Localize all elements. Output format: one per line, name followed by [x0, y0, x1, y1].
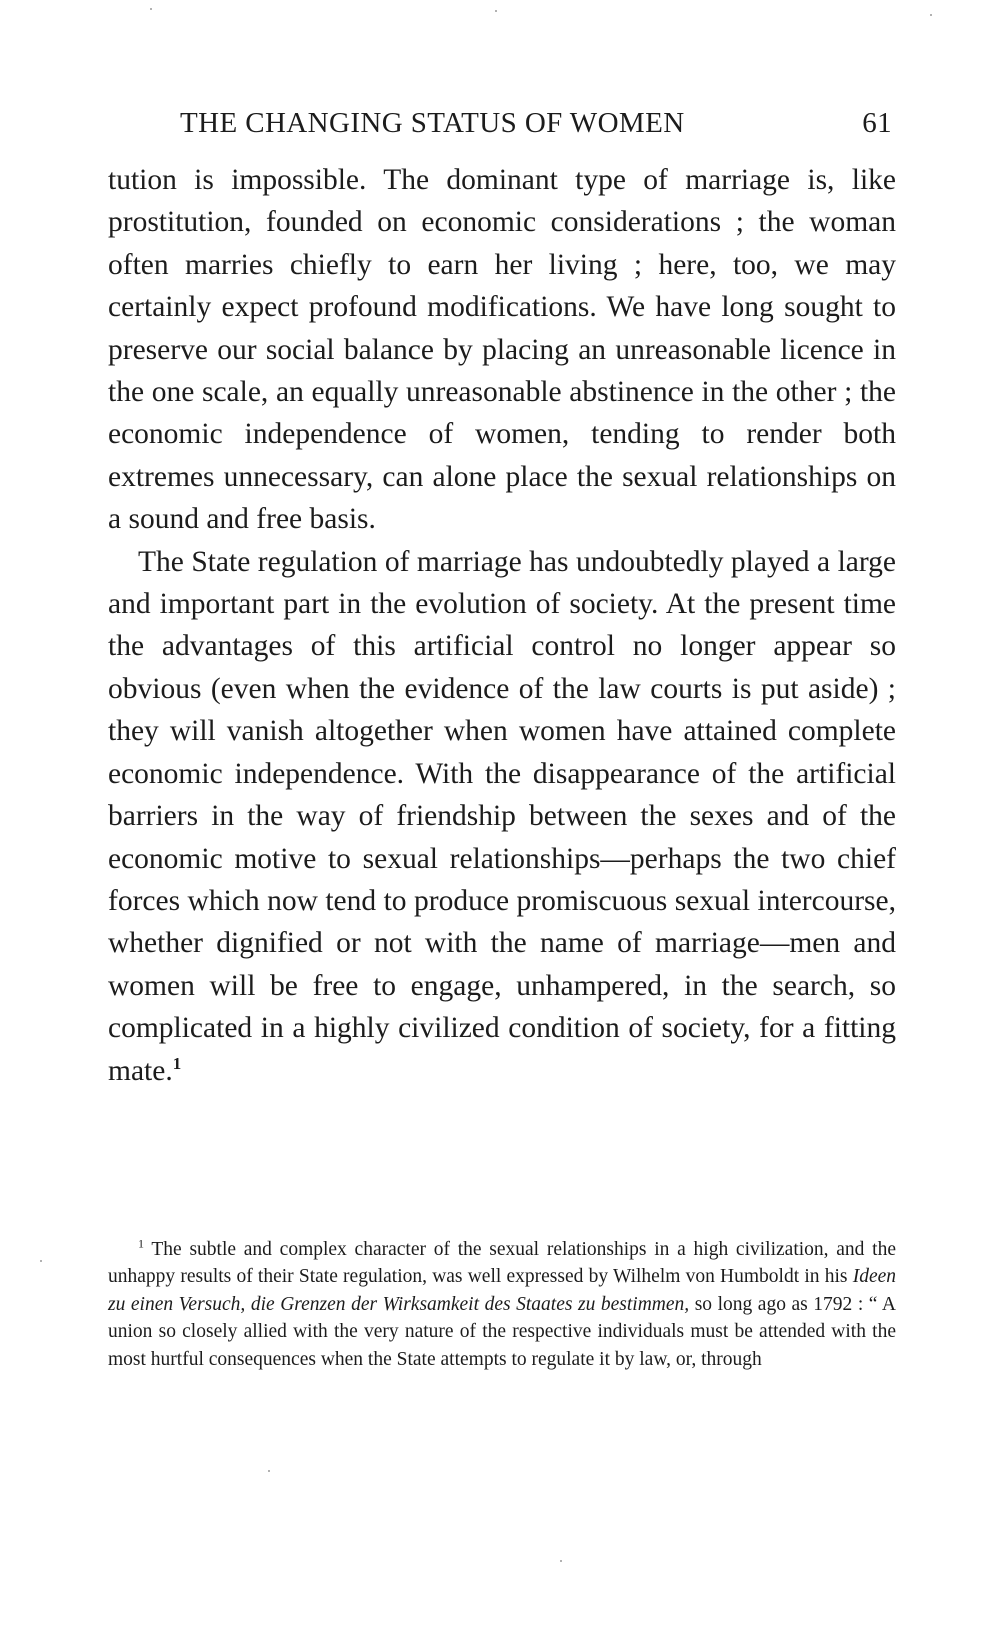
scan-speck: [40, 1260, 42, 1262]
body-text: [108, 159, 896, 1092]
scan-speck: [268, 1470, 270, 1472]
footnote-text-before: The subtle and complex character of the sexual relationships in a high civilization, and the unhappy results of their State regulation, was well expressed by Wilhelm von Humboldt in his: [108, 1239, 896, 1288]
footnote-book-title: Ideen zu einen Versuch, die Grenzen der Wirksamkeit des Staates zu bestimmen,: [108, 1266, 897, 1315]
scan-speck: [560, 1560, 562, 1562]
scan-speck: [495, 10, 497, 12]
footnote: [108, 1236, 896, 1373]
paragraph-continuation: [108, 159, 896, 541]
scan-speck: [150, 8, 152, 10]
running-title: THE CHANGING STATUS OF WOMEN: [180, 107, 685, 139]
page-number: 61: [862, 107, 892, 139]
paragraph: [108, 541, 896, 1092]
paragraph-text: tution is impossible. The dominant type of marriage is, like prostitution, founded on economic considerations ; the woman often marries chiefly to earn her living ; here, too, we may certainly expect profound modifications. We have long sought to preserve our social balance by placing an unreasonable licence in the one scale, an equally unreasonable abstinence in the other ; the economic independence of women, tending to render both extremes unnecessary, can alone place the sexual relationships on a sound and free basis.: [108, 164, 896, 536]
paragraph-text: The State regulation of marriage has undoubtedly played a large and important part in the evolution of society. At the present time the advantages of this artificial control no longer appear so obvious (even when the evidence of the law courts is put aside) ; they will vanish altogether when women have attained complete economic independence. With the disappearance of the artificial barriers in the way of friendship between the sexes and of the economic motive to sexual relationships—perhaps the two chief forces which now tend to produce promiscuous sexual intercourse, whether dignified or not with the name of marriage—men and women will be free to engage, unhampered, in the search, so complicated in a highly civilized condition of society, for a fitting mate.: [108, 545, 896, 1087]
running-header: [108, 103, 900, 143]
footnote-marker: 1: [138, 1236, 144, 1251]
scan-speck: [930, 14, 932, 16]
footnote-text-after: so long ago as 1792 : “ A union so closely allied with the very nature of the respective individuals must be attended with the most hurtful consequences when the State attempts to regulate it by law, or, through: [108, 1293, 896, 1370]
footnote-reference: 1: [172, 1053, 182, 1073]
